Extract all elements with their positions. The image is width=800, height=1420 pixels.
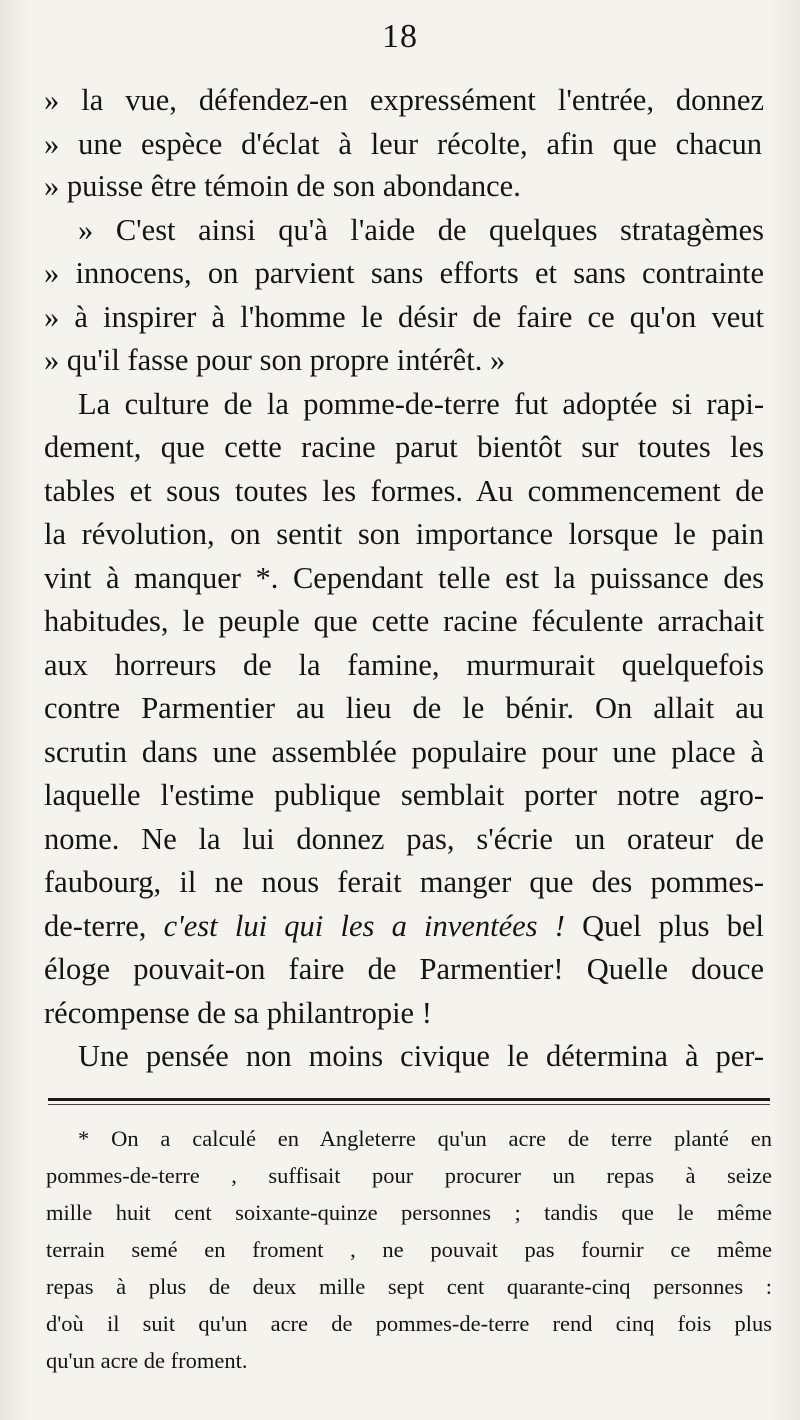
body-line: dement, que cette racine parut bientôt sur toutes les bbox=[44, 430, 764, 464]
body-line: » innocens, on parvient sans efforts et sans contrainte bbox=[44, 256, 764, 290]
body-line: la révolution, on sentit son importance lorsque le pain bbox=[44, 517, 764, 551]
body-line: » C'est ainsi qu'à l'aide de quelques stratagèmes bbox=[78, 213, 764, 247]
body-line: Une pensée non moins civique le détermina à per- bbox=[78, 1039, 764, 1073]
body-line: scrutin dans une assemblée populaire pour une place à bbox=[44, 735, 764, 769]
body-line-with-italic bbox=[44, 906, 764, 946]
italic-line-after: Quel plus bel bbox=[564, 909, 764, 943]
body-line: » qu'il fasse pour son propre intérêt. » bbox=[44, 343, 506, 377]
footnote-line: mille huit cent soixante-quinze personnes ; tandis que le même bbox=[46, 1200, 772, 1225]
body-line: laquelle l'estime publique semblait porter notre agro- bbox=[44, 778, 764, 812]
page-number: 18 bbox=[382, 18, 418, 55]
body-line: contre Parmentier au lieu de le bénir. On allait au bbox=[44, 691, 764, 725]
italic-line-before: de-terre, bbox=[44, 909, 164, 943]
footnote-line: terrain semé en froment , ne pouvait pas fournir ce même bbox=[46, 1237, 772, 1262]
body-line: » à inspirer à l'homme le désir de faire ce qu'on veut bbox=[44, 300, 764, 334]
body-line: » puisse être témoin de son abondance. bbox=[44, 169, 521, 203]
body-line: » une espèce d'éclat à leur récolte, afin que chacun bbox=[44, 127, 762, 161]
footnote-line: repas à plus de deux mille sept cent quarante-cinq personnes : bbox=[46, 1274, 772, 1299]
footnote-line: pommes-de-terre , suffisait pour procurer un repas à seize bbox=[46, 1163, 772, 1188]
footnote-line: * On a calculé en Angleterre qu'un acre de terre planté en bbox=[78, 1126, 772, 1151]
body-line: habitudes, le peuple que cette racine féculente arrachait bbox=[44, 604, 764, 638]
footnote-line: qu'un acre de froment. bbox=[46, 1348, 248, 1373]
body-line: récompense de sa philantropie ! bbox=[44, 996, 432, 1030]
italic-quote: c'est lui qui les a inventées ! bbox=[163, 909, 565, 943]
body-line: faubourg, il ne nous ferait manger que des pommes- bbox=[44, 865, 764, 899]
body-line: tables et sous toutes les formes. Au commencement de bbox=[44, 474, 764, 508]
body-line: nome. Ne la lui donnez pas, s'écrie un orateur de bbox=[44, 822, 764, 856]
body-line: La culture de la pomme-de-terre fut adoptée si rapi- bbox=[78, 387, 764, 421]
footnote-line: d'où il suit qu'un acre de pommes-de-terre rend cinq fois plus bbox=[46, 1311, 772, 1336]
body-line: aux horreurs de la famine, murmurait quelquefois bbox=[44, 648, 764, 682]
footnote-rule-thin bbox=[48, 1104, 770, 1105]
footnote-rule bbox=[48, 1098, 770, 1101]
body-line: vint à manquer *. Cependant telle est la puissance des bbox=[44, 561, 764, 595]
body-line: » la vue, défendez-en expressément l'entrée, donnez bbox=[44, 83, 764, 117]
body-line: éloge pouvait-on faire de Parmentier! Quelle douce bbox=[44, 952, 764, 986]
